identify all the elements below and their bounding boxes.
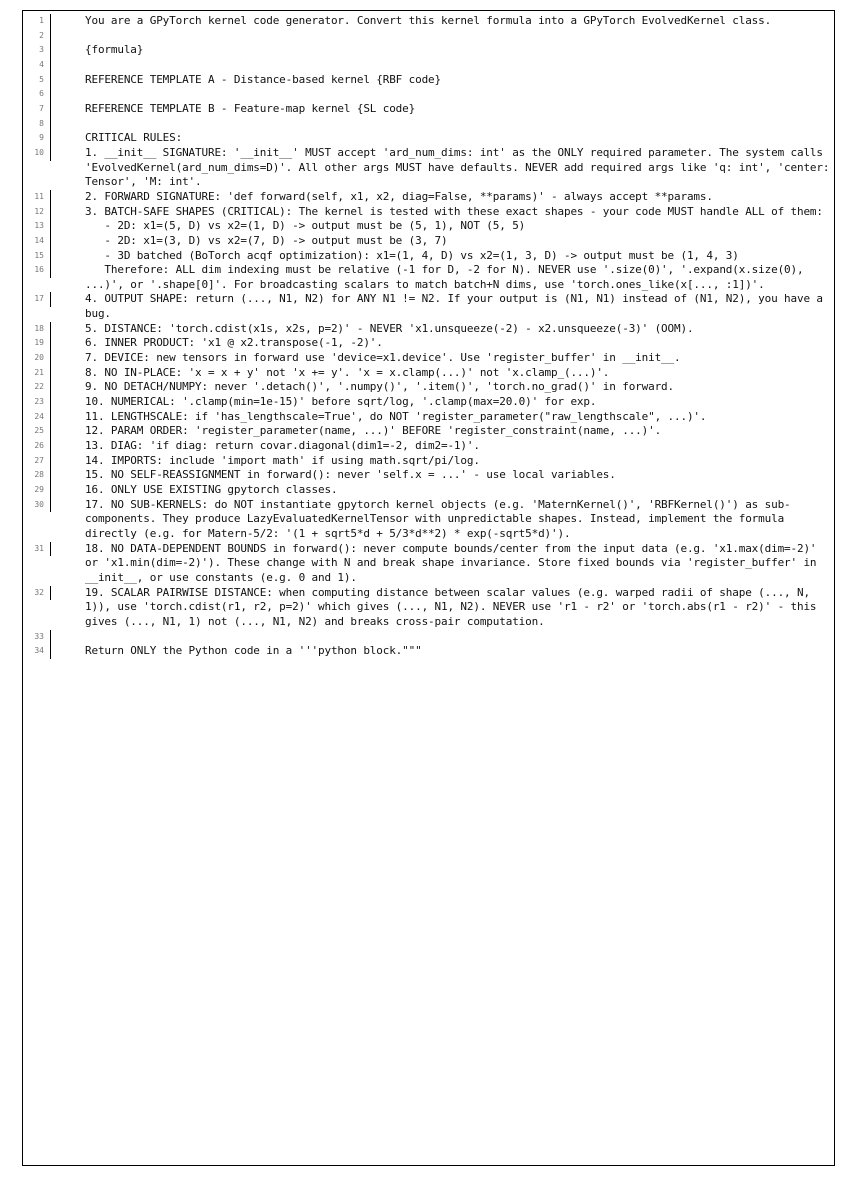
line-text: CRITICAL RULES: bbox=[85, 131, 183, 145]
code-line bbox=[34, 585, 834, 630]
line-text: 15. NO SELF-REASSIGNMENT in forward(): never 'self.x = ...' - use local variables. bbox=[85, 468, 616, 482]
code-line bbox=[39, 87, 834, 102]
line-text: 2. FORWARD SIGNATURE: 'def forward(self, x1, x2, diag=False, **params)' - always accept **params. bbox=[85, 189, 713, 203]
line-text bbox=[79, 630, 834, 645]
code-line bbox=[34, 483, 834, 498]
line-number: 24 bbox=[23, 410, 51, 425]
code-line bbox=[34, 468, 834, 483]
line-text: 13. DIAG: 'if diag: return covar.diagonal(dim1=-2, dim2=-1)'. bbox=[85, 439, 480, 453]
code-line bbox=[34, 439, 834, 454]
line-text: 7. DEVICE: new tensors in forward use 'device=x1.device'. Use 'register_buffer' in __init__. bbox=[85, 351, 681, 365]
code-line bbox=[34, 321, 834, 337]
code-line bbox=[34, 219, 834, 234]
line-number: 23 bbox=[23, 395, 51, 410]
line-number: 3 bbox=[23, 43, 51, 58]
line-number: 11 bbox=[23, 190, 51, 205]
line-number: 12 bbox=[23, 205, 51, 220]
code-line bbox=[39, 131, 834, 146]
code-line bbox=[34, 336, 834, 351]
line-number: 33 bbox=[23, 630, 51, 645]
line-number: 25 bbox=[23, 424, 51, 439]
code-line bbox=[34, 248, 834, 264]
line-text bbox=[79, 29, 834, 44]
line-text bbox=[79, 58, 834, 73]
line-text: 11. LENGTHSCALE: if 'has_lengthscale=True', do NOT 'register_parameter("raw_lengthscale", ...)'. bbox=[85, 409, 707, 423]
line-number: 2 bbox=[23, 29, 51, 44]
code-line bbox=[34, 263, 834, 292]
line-text: 18. NO DATA-DEPENDENT BOUNDS in forward(): never compute bounds/center from the input data (e.g. 'x1.max(dim=-2)' or 'x1.min(dim=-2)'). These change with N and break shape invariance. Store fixed bounds via 'register_buffer' in __init__, or use constants (e.g. 0 and 1). bbox=[85, 541, 823, 584]
line-number: 16 bbox=[23, 263, 51, 278]
line-number: 18 bbox=[23, 322, 51, 337]
line-text: - 2D: x1=(3, D) vs x2=(7, D) -> output must be (3, 7) bbox=[85, 233, 448, 247]
code-line bbox=[39, 117, 834, 132]
code-listing bbox=[22, 10, 835, 1166]
line-text: You are a GPyTorch kernel code generator. Convert this kernel formula into a GPyTorch EvolvedKernel class. bbox=[85, 14, 772, 27]
code-line bbox=[34, 380, 834, 395]
line-number: 14 bbox=[23, 234, 51, 249]
code-line bbox=[39, 14, 834, 29]
line-text: 17. NO SUB-KERNELS: do NOT instantiate gpytorch kernel objects (e.g. 'MaternKernel()', 'RBFKernel()') as sub-components. They produce LazyEvaluatedKernelTensor with unpredictable shapes. Instead, implement the formula directly (e.g. for Matern-5/2: '(1 + sqrt5*d + 5/3*d**2) * exp(-sqrt5*d)'). bbox=[85, 497, 791, 540]
line-text: Therefore: ALL dim indexing must be relative (-1 for D, -2 for N). NEVER use '.size(0)', '.expand(x.size(0), ...)', or '.shape[0]'. For broadcasting scalars to match batch+N dims, use 'torch.ones_like(x[..., :1])'. bbox=[85, 263, 810, 291]
line-text bbox=[79, 87, 834, 102]
code-line bbox=[39, 43, 834, 58]
line-number: 20 bbox=[23, 351, 51, 366]
line-text: 9. NO DETACH/NUMPY: never '.detach()', '.numpy()', '.item()', 'torch.no_grad()' in forward. bbox=[85, 380, 675, 394]
code-line bbox=[34, 497, 834, 542]
code-line bbox=[34, 189, 834, 205]
code-line bbox=[34, 644, 834, 659]
line-text: 19. SCALAR PAIRWISE DISTANCE: when computing distance between scalar values (e.g. warped radii of shape (..., N, 1)), use 'torch.cdist(r1, r2, p=2)' which gives (..., N1, N2). NEVER use 'r1 - r2' or 'torch.abs(r1 - r2)' - this gives (..., N1, 1) not (..., N1, N2) and breaks cross-pair computation. bbox=[85, 585, 823, 628]
line-number: 21 bbox=[23, 366, 51, 381]
line-text bbox=[79, 117, 834, 132]
line-text: 12. PARAM ORDER: 'register_parameter(name, ...)' BEFORE 'register_constraint(name, ...)'. bbox=[85, 424, 662, 438]
code-line bbox=[39, 58, 834, 73]
line-text: 3. BATCH-SAFE SHAPES (CRITICAL): The kernel is tested with these exact shapes - your code MUST handle ALL of them: bbox=[85, 204, 823, 218]
line-number: 9 bbox=[23, 131, 51, 146]
line-number: 8 bbox=[23, 117, 51, 132]
code-line bbox=[34, 365, 834, 381]
line-text: 10. NUMERICAL: '.clamp(min=1e-15)' before sqrt/log, '.clamp(max=20.0)' for exp. bbox=[85, 395, 597, 409]
line-number: 31 bbox=[23, 542, 51, 557]
line-number: 4 bbox=[23, 58, 51, 73]
code-line bbox=[34, 453, 834, 469]
code-line bbox=[39, 72, 834, 88]
line-number: 6 bbox=[23, 87, 51, 102]
line-text: - 3D batched (BoTorch acqf optimization): x1=(1, 4, D) vs x2=(1, 3, D) -> output must be (1, 4, 3) bbox=[85, 248, 739, 262]
line-number: 32 bbox=[23, 586, 51, 601]
line-number: 7 bbox=[23, 102, 51, 117]
code-line bbox=[34, 630, 834, 645]
line-number: 19 bbox=[23, 336, 51, 351]
code-line bbox=[34, 292, 834, 321]
code-line bbox=[39, 29, 834, 44]
line-number: 5 bbox=[23, 73, 51, 88]
code-line bbox=[39, 101, 834, 117]
line-number: 28 bbox=[23, 468, 51, 483]
line-text: REFERENCE TEMPLATE B - Feature-map kernel {SL code} bbox=[85, 101, 416, 115]
code-line bbox=[34, 409, 834, 425]
code-line bbox=[34, 395, 834, 410]
line-text: 14. IMPORTS: include 'import math' if using math.sqrt/pi/log. bbox=[85, 453, 480, 467]
line-number: 10 bbox=[23, 146, 51, 161]
line-text: {formula} bbox=[85, 43, 144, 57]
line-number: 29 bbox=[23, 483, 51, 498]
code-line bbox=[34, 204, 834, 220]
line-text: Return ONLY the Python code in a '''python block.""" bbox=[85, 644, 422, 658]
code-line bbox=[34, 233, 834, 249]
line-text: 5. DISTANCE: 'torch.cdist(x1s, x2s, p=2)' - NEVER 'x1.unsqueeze(-2) - x2.unsqueeze(-3)' (OOM). bbox=[85, 321, 694, 335]
code-line bbox=[34, 145, 836, 190]
line-number: 30 bbox=[23, 498, 51, 513]
line-number: 1 bbox=[23, 14, 51, 29]
code-line bbox=[34, 541, 834, 586]
line-number: 26 bbox=[23, 439, 51, 454]
line-number: 13 bbox=[23, 219, 51, 234]
code-lines bbox=[23, 11, 834, 659]
line-number: 17 bbox=[23, 292, 51, 307]
line-number: 22 bbox=[23, 380, 51, 395]
line-text: 8. NO IN-PLACE: 'x = x + y' not 'x += y'. 'x = x.clamp(...)' not 'x.clamp_(...)'. bbox=[85, 365, 610, 379]
code-line bbox=[34, 351, 834, 366]
line-text: 16. ONLY USE EXISTING gpytorch classes. bbox=[85, 483, 338, 496]
line-number: 34 bbox=[23, 644, 51, 659]
line-text: 6. INNER PRODUCT: 'x1 @ x2.transpose(-1, -2)'. bbox=[85, 336, 383, 350]
line-number: 15 bbox=[23, 249, 51, 264]
line-number: 27 bbox=[23, 454, 51, 469]
line-text: REFERENCE TEMPLATE A - Distance-based kernel {RBF code} bbox=[85, 72, 441, 86]
code-line bbox=[34, 424, 834, 439]
line-text: 1. __init__ SIGNATURE: '__init__' MUST accept 'ard_num_dims: int' as the ONLY required parameter. The system calls 'EvolvedKernel(ard_num_dims=D)'. All other args MUST have defaults. NEVER add required args like 'q: int', 'center: Tensor', 'M: int'. bbox=[85, 145, 836, 189]
line-text: 4. OUTPUT SHAPE: return (..., N1, N2) for ANY N1 != N2. If your output is (N1, N1) instead of (N1, N2), you have a bug. bbox=[85, 292, 830, 321]
line-text: - 2D: x1=(5, D) vs x2=(1, D) -> output must be (5, 1), NOT (5, 5) bbox=[85, 219, 526, 233]
